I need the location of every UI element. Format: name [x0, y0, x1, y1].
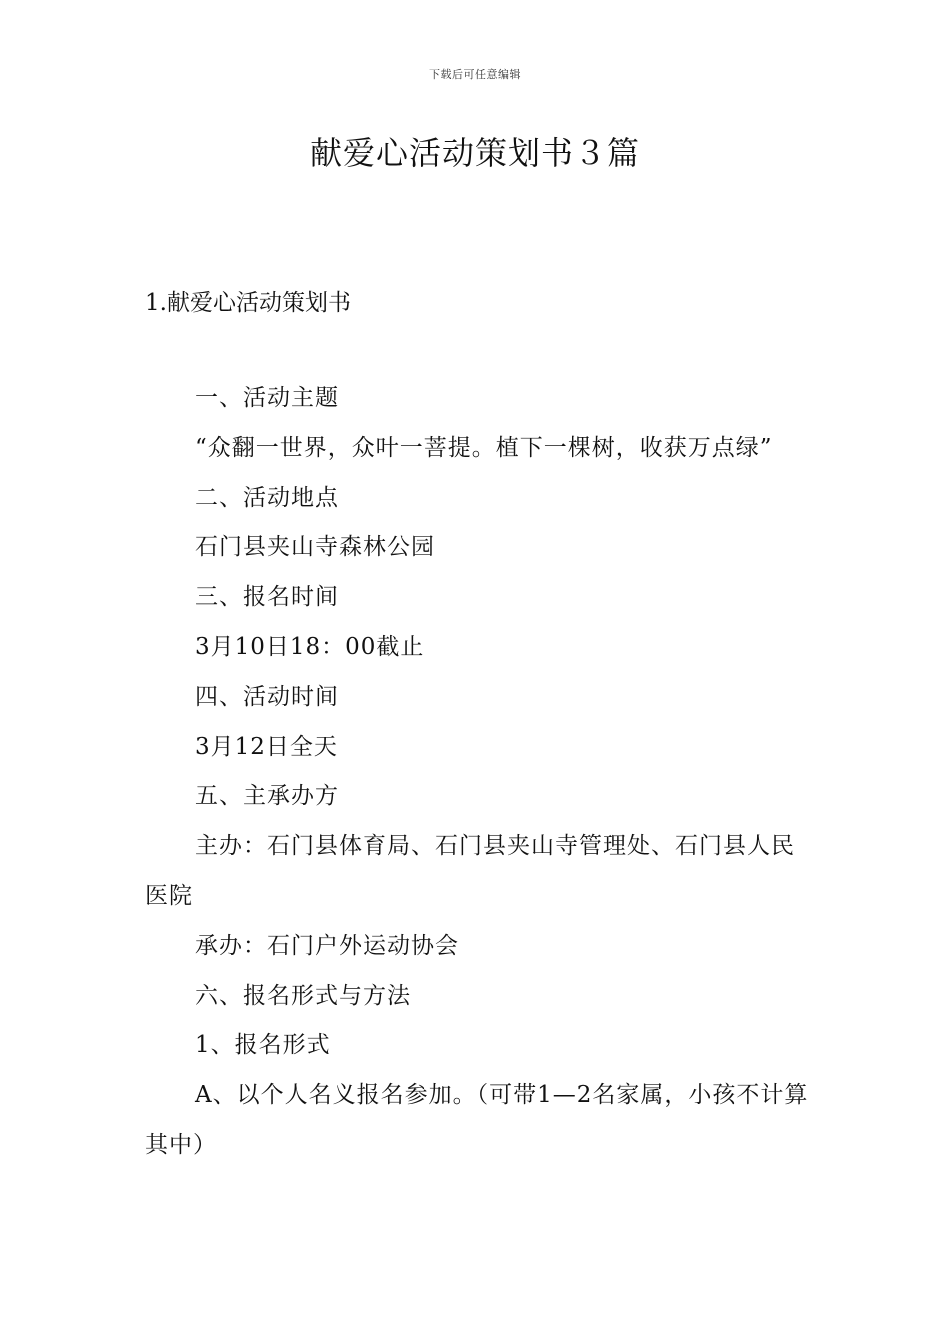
header-note: 下载后可任意编辑	[429, 68, 521, 81]
activity-theme-text: “众翻一世界，众叶一菩提。植下一棵树，收获万点绿”	[195, 434, 773, 461]
section-heading: 1.献爱心活动策划书	[145, 290, 351, 316]
heading-activity-time: 四、活动时间	[195, 683, 339, 710]
heading-activity-location: 二、活动地点	[195, 484, 339, 511]
heading-registration-time: 三、报名时间	[195, 584, 339, 611]
document-body	[145, 374, 810, 1171]
organizers-undertaker-text: 承办：石门户外运动协会	[195, 932, 459, 959]
heading-organizers: 五、主承办方	[195, 783, 339, 810]
activity-location-text: 石门县夹山寺森林公园	[195, 534, 435, 561]
heading-registration-method: 六、报名形式与方法	[195, 982, 411, 1009]
organizers-host-text: 主办：石门县体育局、石门县夹山寺管理处、石门县人民医院	[145, 833, 795, 909]
registration-time-text: 3月10日18：00截止	[195, 633, 425, 660]
registration-form-item-a: A、以个人名义报名参加。（可带1—2名家属，小孩不计算其中）	[145, 1082, 809, 1158]
document-title: 献爱心活动策划书３篇	[309, 134, 640, 172]
subheading-registration-form: 1、报名形式	[195, 1032, 331, 1059]
activity-time-text: 3月12日全天	[195, 733, 338, 760]
heading-activity-theme: 一、活动主题	[195, 385, 339, 411]
